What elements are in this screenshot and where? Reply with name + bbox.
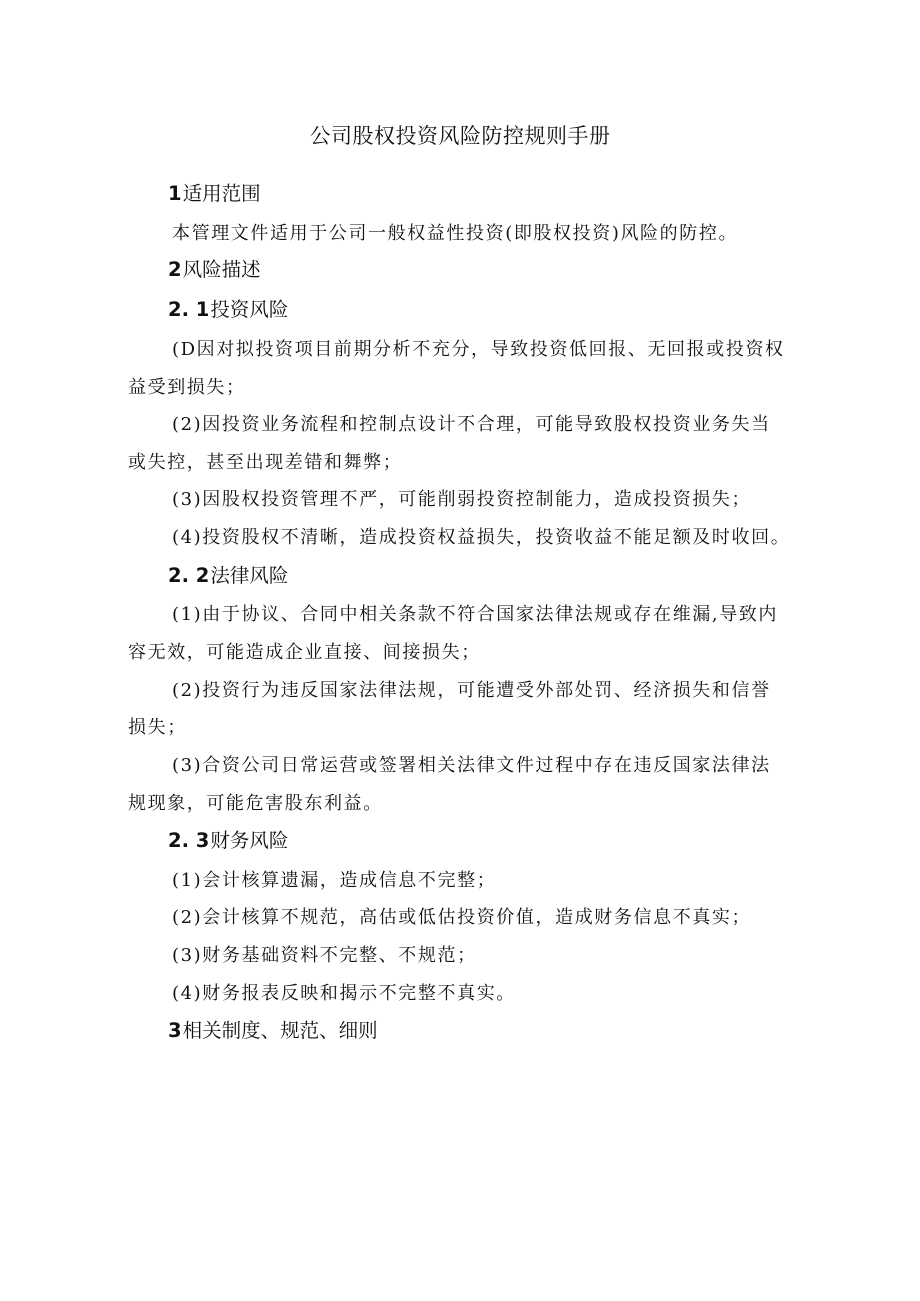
section-number: 2 bbox=[168, 258, 182, 281]
document-title: 公司股权投资风险防控规则手册 bbox=[309, 124, 611, 148]
paragraph-line: 益受到损失； bbox=[128, 377, 246, 398]
paragraph-line: (3)财务基础资料不完整、不规范； bbox=[172, 945, 477, 966]
subsection-heading bbox=[168, 298, 288, 322]
section-number: 3 bbox=[168, 1019, 182, 1042]
paragraph-line: (1)会计核算遗漏，造成信息不完整； bbox=[172, 870, 497, 891]
section-number: 2. 2 bbox=[168, 564, 210, 587]
paragraph-line: (1)由于协议、合同中相关条款不符合国家法律法规或存在维漏,导致内 bbox=[172, 604, 779, 625]
paragraph-line: (2)因投资业务流程和控制点设计不合理，可能导致股权投资业务失当 bbox=[172, 414, 771, 435]
section-title: 适用范围 bbox=[182, 182, 261, 205]
section-title: 风险描述 bbox=[182, 258, 261, 281]
paragraph-line: (2)会计核算不规范，高估或低估投资价值，造成财务信息不真实； bbox=[172, 907, 752, 928]
paragraph-line: (D因对拟投资项目前期分析不充分，导致投资低回报、无回报或投资权 bbox=[172, 339, 785, 360]
section-title: 相关制度、规范、细则 bbox=[182, 1019, 378, 1042]
paragraph-line: (3)合资公司日常运营或签署相关法律文件过程中存在违反国家法律法 bbox=[172, 755, 771, 776]
section-title: 法律风险 bbox=[210, 564, 289, 587]
section-title: 投资风险 bbox=[210, 298, 289, 321]
section-heading bbox=[168, 258, 261, 282]
section-heading bbox=[168, 1019, 378, 1043]
paragraph-line: (4)财务报表反映和揭示不完整不真实。 bbox=[172, 983, 516, 1004]
paragraph-line: 或失控，甚至出现差错和舞弊； bbox=[128, 452, 403, 473]
subsection-heading bbox=[168, 829, 288, 853]
paragraph-line: 规现象，可能危害股东利益。 bbox=[128, 793, 383, 814]
paragraph-line: 容无效，可能造成企业直接、间接损失； bbox=[128, 642, 481, 663]
section-number: 2. 1 bbox=[168, 298, 210, 321]
section-number: 1 bbox=[168, 182, 182, 205]
section-title: 财务风险 bbox=[210, 829, 289, 852]
paragraph-line: (3)因股权投资管理不严，可能削弱投资控制能力，造成投资损失； bbox=[172, 489, 752, 510]
subsection-heading bbox=[168, 564, 288, 588]
section-number: 2. 3 bbox=[168, 829, 210, 852]
paragraph-line: (2)投资行为违反国家法律法规，可能遭受外部处罚、经济损失和信誉 bbox=[172, 680, 771, 701]
paragraph-line: 损失； bbox=[128, 717, 187, 738]
paragraph-line: 本管理文件适用于公司一般权益性投资(即股权投资)风险的防控。 bbox=[172, 223, 739, 244]
paragraph-line: (4)投资股权不清晰，造成投资权益损失，投资收益不能足额及时收回。 bbox=[172, 527, 791, 548]
section-heading bbox=[168, 182, 261, 206]
